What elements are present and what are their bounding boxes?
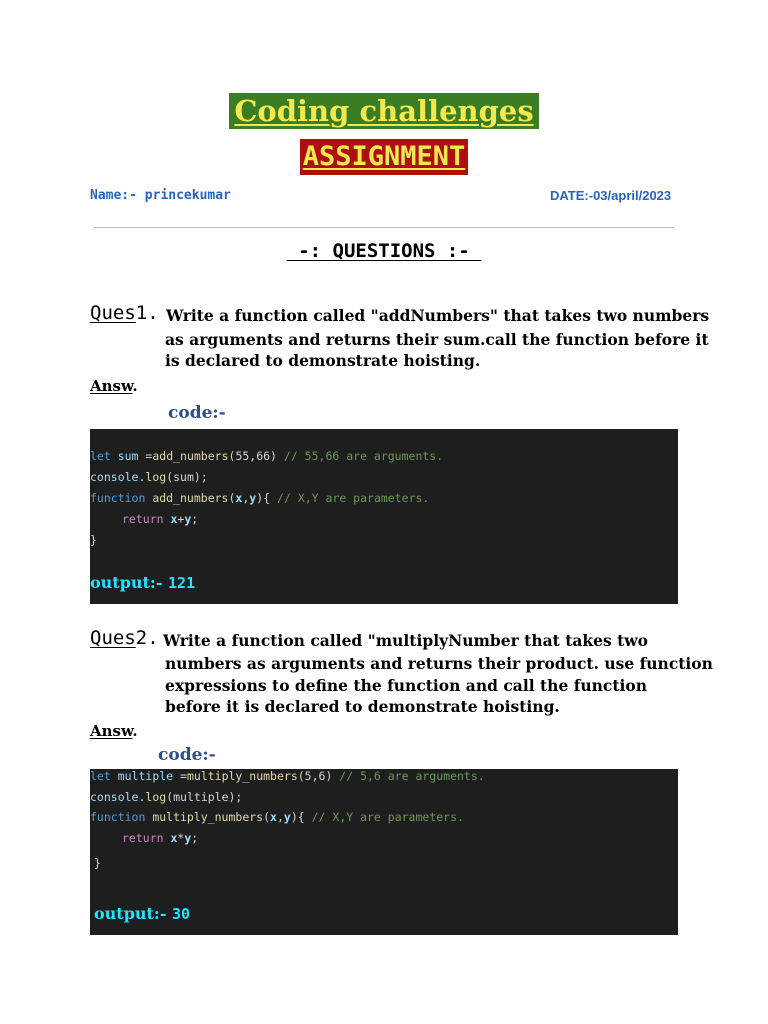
code-token: x bbox=[163, 831, 178, 845]
q1-label-number: 1. bbox=[135, 302, 159, 324]
q1-answer-word: Answ bbox=[90, 377, 133, 395]
document-subtitle: ASSIGNMENT bbox=[300, 139, 469, 175]
q1-answer-label bbox=[90, 377, 138, 395]
q2-code-block bbox=[90, 769, 678, 935]
code-token: // X,Y are parameters. bbox=[277, 491, 430, 505]
code-token: (55,66) bbox=[228, 449, 284, 463]
q1-line-3: is declared to demonstrate hoisting. bbox=[165, 351, 481, 370]
code-token: // 5,6 are arguments. bbox=[339, 769, 485, 783]
q2-label bbox=[90, 627, 159, 649]
q1-label-word: Ques bbox=[90, 302, 136, 324]
document-date: DATE:-03/april/2023 bbox=[550, 188, 672, 203]
code-token: function bbox=[90, 810, 146, 824]
code-token: sum bbox=[110, 449, 146, 463]
q2-output-value: 30 bbox=[172, 905, 191, 923]
code-token: y bbox=[283, 810, 291, 824]
q2-line-1: Write a function called "multiplyNumber that takes two bbox=[163, 631, 648, 650]
code-token: ( bbox=[263, 810, 271, 824]
code-token: let bbox=[90, 769, 111, 783]
header-divider bbox=[94, 227, 674, 228]
q1-label bbox=[90, 302, 159, 324]
code-token: return bbox=[122, 512, 164, 526]
q2-output-label: output:- bbox=[94, 904, 167, 923]
q1-code-line-2 bbox=[90, 470, 208, 484]
code-token: , bbox=[276, 810, 284, 824]
code-token: // X,Y are parameters. bbox=[311, 810, 464, 824]
q2-code-label: code:- bbox=[158, 745, 216, 765]
q2-line-4: before it is declared to demonstrate hoisting. bbox=[165, 697, 560, 716]
q1-output-value: 121 bbox=[168, 574, 196, 592]
code-token: ( bbox=[228, 491, 236, 505]
q1-code-label: code:- bbox=[168, 403, 226, 423]
code-token: + bbox=[177, 512, 185, 526]
title-container bbox=[0, 93, 768, 129]
q1-code-line-5: } bbox=[90, 533, 97, 547]
code-token: console bbox=[90, 470, 139, 484]
code-token: x bbox=[163, 512, 178, 526]
q2-answer-word: Answ bbox=[90, 722, 133, 740]
code-token: (sum); bbox=[166, 470, 208, 484]
section-title-text: -: QUESTIONS :- bbox=[286, 240, 482, 262]
q2-line-3: expressions to define the function and call the function bbox=[165, 676, 647, 695]
code-token: function bbox=[90, 491, 146, 505]
code-token: log bbox=[145, 470, 167, 484]
q2-answer-label bbox=[90, 722, 138, 740]
code-token: y bbox=[249, 491, 257, 505]
q2-label-number: 2. bbox=[135, 627, 159, 649]
q2-line-2: numbers as arguments and returns their product. use function bbox=[165, 654, 713, 673]
code-token: multiple bbox=[110, 769, 181, 783]
code-token: multiply_numbers bbox=[186, 769, 298, 783]
code-token: . bbox=[138, 790, 146, 804]
code-token: ; bbox=[191, 512, 199, 526]
code-token: (multiple); bbox=[166, 790, 243, 804]
code-token: . bbox=[138, 470, 146, 484]
code-token: return bbox=[122, 831, 164, 845]
q1-code-line-1 bbox=[90, 449, 443, 463]
q2-output bbox=[94, 904, 190, 923]
q2-answer-dot: . bbox=[132, 722, 138, 740]
q2-label-word: Ques bbox=[90, 627, 136, 649]
code-token: x bbox=[235, 491, 243, 505]
code-token: , bbox=[242, 491, 250, 505]
q1-code-line-4 bbox=[122, 512, 198, 526]
code-token: add_numbers bbox=[145, 491, 229, 505]
q1-code-line-3 bbox=[90, 491, 429, 505]
q2-code-line-3 bbox=[90, 810, 464, 824]
code-token: = bbox=[180, 769, 187, 783]
q1-code-block bbox=[90, 429, 678, 604]
q2-code-line-5: } bbox=[94, 856, 101, 870]
code-token: y bbox=[184, 512, 192, 526]
code-token: x bbox=[270, 810, 277, 824]
code-token: console bbox=[90, 790, 139, 804]
subtitle-container bbox=[0, 139, 768, 175]
q1-output-label: output:- bbox=[90, 573, 163, 592]
code-token: let bbox=[90, 449, 111, 463]
code-token: multiply_numbers bbox=[145, 810, 264, 824]
q1-line-1: Write a function called "addNumbers" that takes two numbers bbox=[166, 306, 710, 325]
code-token: add_numbers bbox=[152, 449, 229, 463]
code-token: = bbox=[145, 449, 153, 463]
code-token: ){ bbox=[256, 491, 278, 505]
q2-code-line-2 bbox=[90, 790, 242, 804]
code-token: (5,6) bbox=[297, 769, 340, 783]
code-token: // 55,66 are arguments. bbox=[283, 449, 444, 463]
q2-code-line-1 bbox=[90, 769, 485, 783]
section-title bbox=[0, 240, 768, 262]
q1-answer-dot: . bbox=[132, 377, 138, 395]
q2-code-line-4 bbox=[122, 831, 198, 845]
document-title: Coding challenges bbox=[229, 93, 538, 129]
code-token: * bbox=[177, 831, 185, 845]
code-token: ; bbox=[191, 831, 199, 845]
q1-line-2: as arguments and returns their sum.call the function before it bbox=[165, 330, 709, 349]
code-token: y bbox=[184, 831, 192, 845]
code-token: ){ bbox=[290, 810, 312, 824]
q1-output bbox=[90, 573, 195, 592]
author-name: Name:- princekumar bbox=[90, 188, 231, 203]
code-token: log bbox=[145, 790, 167, 804]
